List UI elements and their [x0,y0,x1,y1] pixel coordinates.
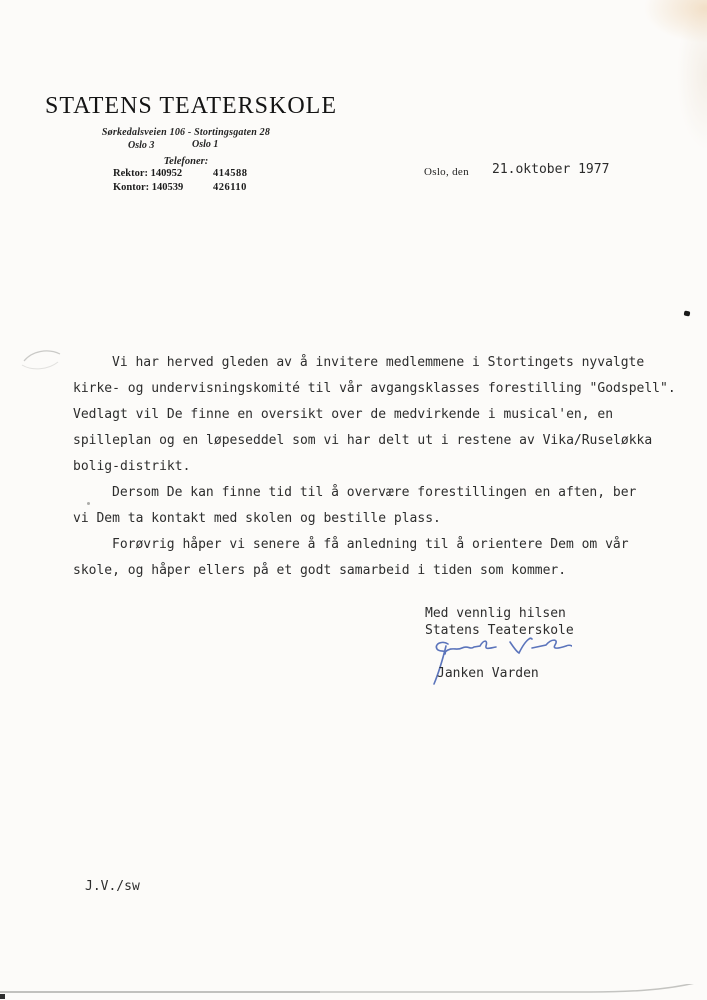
letter-body-line: skole, og håper ellers på et godt samarbeid i tiden som kommer. [73,563,567,578]
dateline-date: 21.oktober 1977 [492,162,610,177]
dust-speck [87,502,90,505]
phone-label-rektor: Rektor: 140952 [113,168,183,179]
letter-body-line: vi Dem ta kontakt med skolen og bestille plass. [73,511,441,526]
closing-line-1: Med vennlig hilsen [425,606,566,621]
letter-body-line: kirke- og undervisningskomité til vår avgangsklasses forestilling "Godspell". [73,381,676,396]
phones-heading: Telefoner: [163,156,209,167]
letter-body-line: Dersom De kan finne tid til å overvære forestillingen en aften, ber [112,485,637,500]
closing-line-2: Statens Teaterskole [425,623,574,638]
letter-body-line: Vi har herved gleden av å invitere medlemmene i Stortingets nyvalgte [112,355,645,370]
school-name: STATENS TEATERSKOLE [45,93,337,119]
letter-body-line: Vedlagt vil De finne en oversikt over de medvirkende i musical'en, en [73,407,614,422]
dateline-place: Oslo, den [424,166,469,178]
letterhead [45,93,337,195]
district-right: Oslo 1 [192,139,219,150]
letter-body-line: spilleplan og en løpeseddel som vi har delt ut i restene av Vika/Ruseløkka [73,433,653,448]
letterhead-districts [45,138,327,153]
typed-signer-name: Janken Varden [437,666,539,681]
phone-row-kontor [45,181,327,195]
phone-number-kontor-2: 426110 [213,182,247,193]
faint-pencil-mark [20,345,64,375]
district-left: Oslo 3 [128,140,155,151]
paper-bottom-edge-line [0,984,707,1000]
letter-body-line: Forøvrig håper vi senere å få anledning til å orientere Dem om vår [112,537,629,552]
letter-body [73,350,688,584]
letterhead-address: Sørkedalsveien 106 - Stortingsgaten 28 [101,127,271,138]
phone-number-rektor-2: 414588 [213,168,248,179]
ink-speck [684,310,691,316]
reference-initials: J.V./sw [85,879,140,894]
letter-body-line: bolig-distrikt. [73,459,191,474]
phone-row-rektor [45,167,327,181]
phone-label-kontor: Kontor: 140539 [113,182,184,193]
